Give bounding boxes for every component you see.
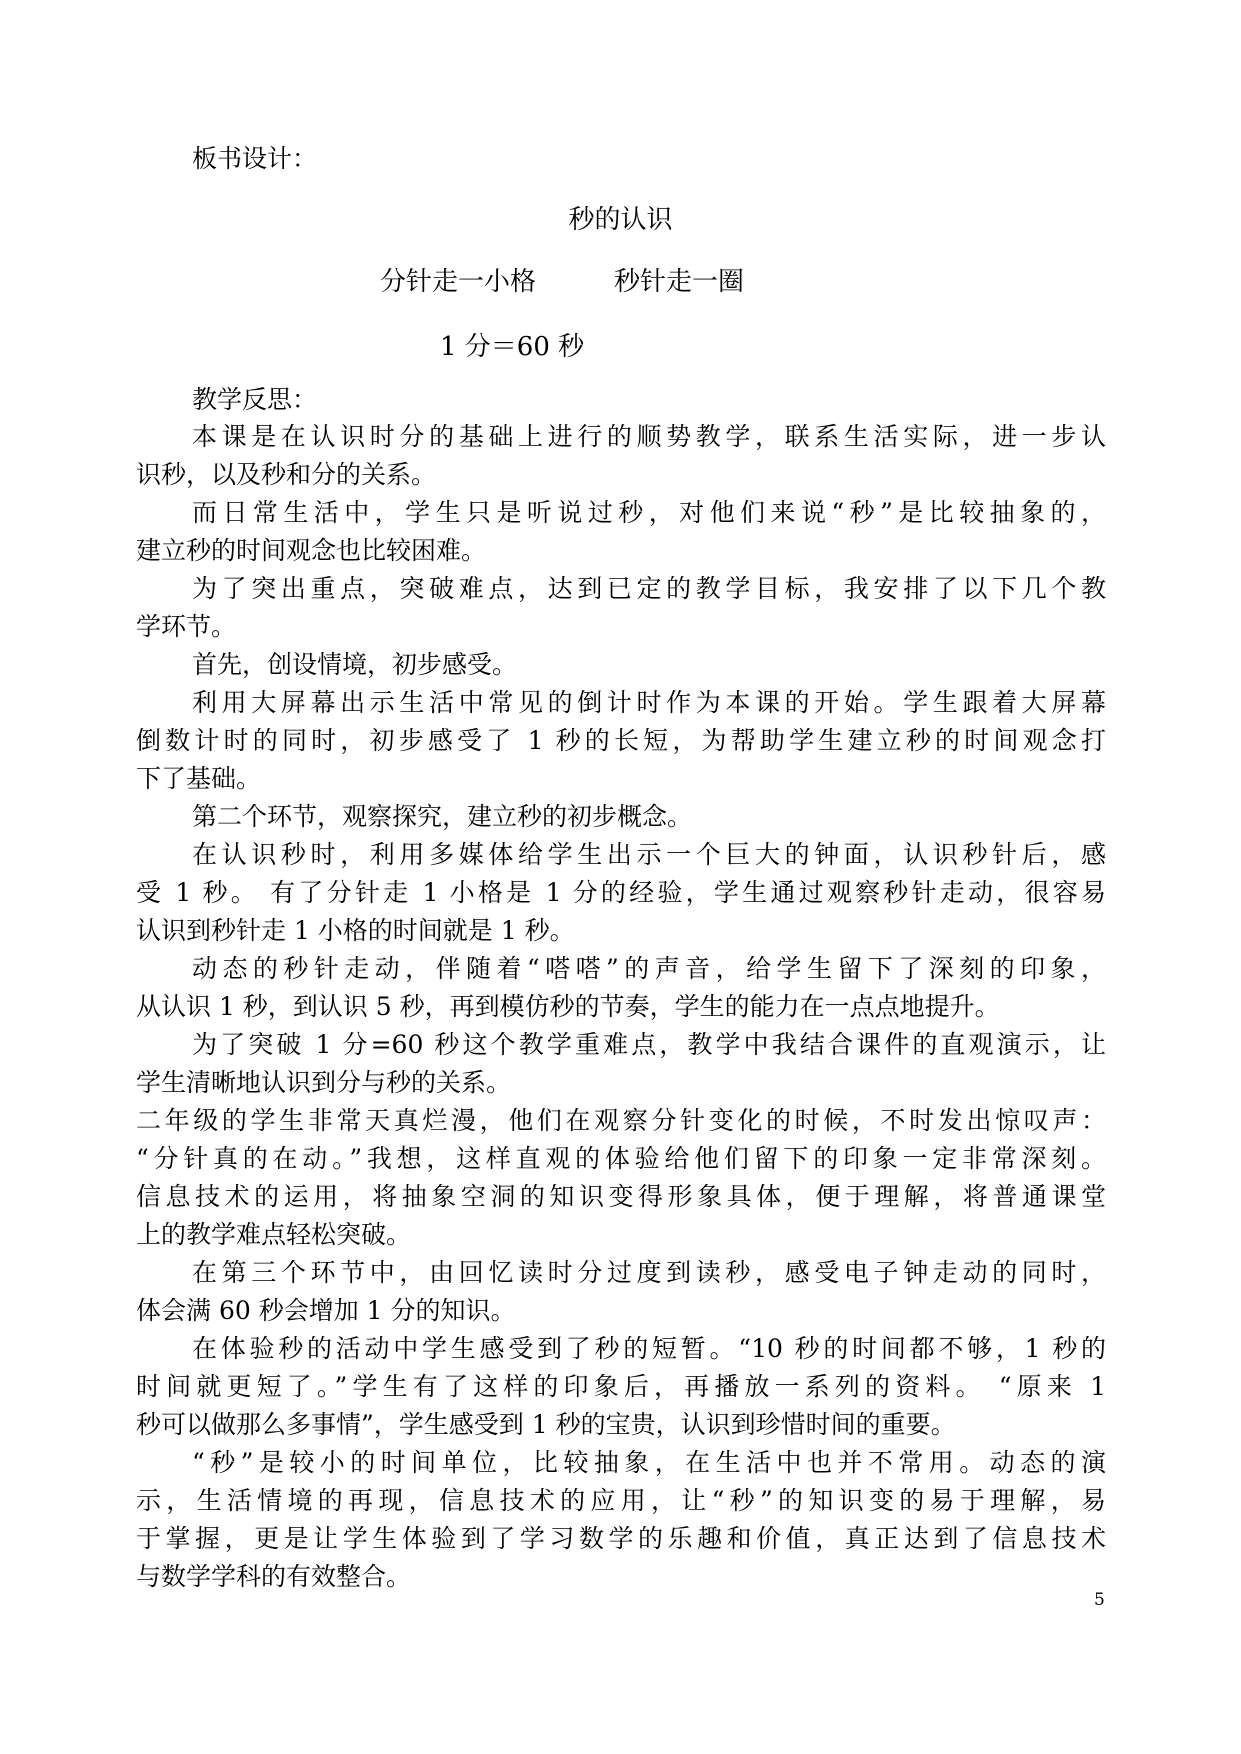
paragraph-line: 二年级的学生非常天真烂漫，他们在观察分针变化的时候，不时发出惊叹声： (136, 1106, 1106, 1135)
paragraph-line: 为了突破 1 分=60 秒这个教学重难点，教学中我结合课件的直观演示，让 (192, 1030, 1106, 1059)
paragraph-line: 认识到秒针走 1 小格的时间就是 1 秒。 (136, 916, 575, 945)
paragraph-line: 首先，创设情境，初步感受。 (192, 650, 518, 679)
paragraph-line: 为了突出重点，突破难点，达到已定的教学目标，我安排了以下几个教 (192, 574, 1106, 603)
paragraph-line: “分针真的在动。”我想，这样直观的体验给他们留下的印象一定非常深刻。 (136, 1144, 1106, 1173)
paragraph-line: 而日常生活中，学生只是听说过秒，对他们来说“秒”是比较抽象的， (192, 498, 1106, 527)
board-equation: 1 分＝60 秒 (440, 332, 585, 362)
paragraph-line: 体会满 60 秒会增加 1 分的知识。 (136, 1296, 516, 1325)
paragraph-line: 建立秒的时间观念也比较困难。 (136, 536, 487, 565)
paragraph-line: 秒可以做那么多事情”，学生感受到 1 秒的宝贵，认识到珍惜时间的重要。 (136, 1410, 956, 1439)
board-design-label: 板书设计： (192, 144, 318, 173)
paragraph-line: 于掌握，更是让学生体验到了学习数学的乐趣和价值，真正达到了信息技术 (136, 1524, 1106, 1553)
paragraph-line: 在认识秒时，利用多媒体给学生出示一个巨大的钟面，认识秒针后，感 (192, 840, 1106, 869)
paragraph-line: 倒数计时的同时，初步感受了 1 秒的长短，为帮助学生建立秒的时间观念打 (136, 726, 1106, 755)
paragraph-line: 上的教学难点轻松突破。 (136, 1220, 412, 1249)
paragraph-line: 从认识 1 秒，到认识 5 秒，再到模仿秒的节奏，学生的能力在一点点地提升。 (136, 992, 1000, 1021)
reflection-label: 教学反思： (192, 385, 318, 414)
paragraph-line: 学环节。 (136, 612, 237, 641)
paragraph-line: 本课是在认识时分的基础上进行的顺势教学，联系生活实际，进一步认 (192, 422, 1106, 451)
paragraph-line: 信息技术的运用，将抽象空洞的知识变得形象具体，便于理解，将普通课堂 (136, 1182, 1106, 1211)
paragraph-line: 下了基础。 (136, 764, 262, 793)
board-left-item: 分针走一小格 (380, 267, 537, 297)
board-title: 秒的认识 (568, 205, 673, 235)
paragraph-line: 与数学学科的有效整合。 (136, 1562, 412, 1591)
paragraph-line: “秒”是较小的时间单位，比较抽象，在生活中也并不常用。动态的演 (192, 1448, 1106, 1477)
page-number: 5 (1094, 1590, 1105, 1610)
paragraph-line: 识秒，以及秒和分的关系。 (136, 460, 437, 489)
paragraph-line: 第二个环节，观察探究，建立秒的初步概念。 (192, 802, 693, 831)
paragraph-line: 动态的秒针走动，伴随着“嗒嗒”的声音，给学生留下了深刻的印象， (192, 954, 1106, 983)
paragraph-line: 示，生活情境的再现，信息技术的应用，让“秒”的知识变的易于理解，易 (136, 1486, 1106, 1515)
board-right-item: 秒针走一圈 (614, 267, 745, 297)
paragraph-line: 在体验秒的活动中学生感受到了秒的短暂。“10 秒的时间都不够，1 秒的 (192, 1334, 1106, 1363)
paragraph-line: 利用大屏幕出示生活中常见的倒计时作为本课的开始。学生跟着大屏幕 (192, 688, 1106, 717)
paragraph-line: 受 1 秒。 有了分针走 1 小格是 1 分的经验，学生通过观察秒针走动，很容易 (136, 878, 1106, 907)
paragraph-line: 时间就更短了。”学生有了这样的印象后，再播放一系列的资料。 “原来 1 (136, 1372, 1106, 1401)
paragraph-line: 在第三个环节中，由回忆读时分过度到读秒，感受电子钟走动的同时， (192, 1258, 1106, 1287)
paragraph-line: 学生清晰地认识到分与秒的关系。 (136, 1068, 512, 1097)
